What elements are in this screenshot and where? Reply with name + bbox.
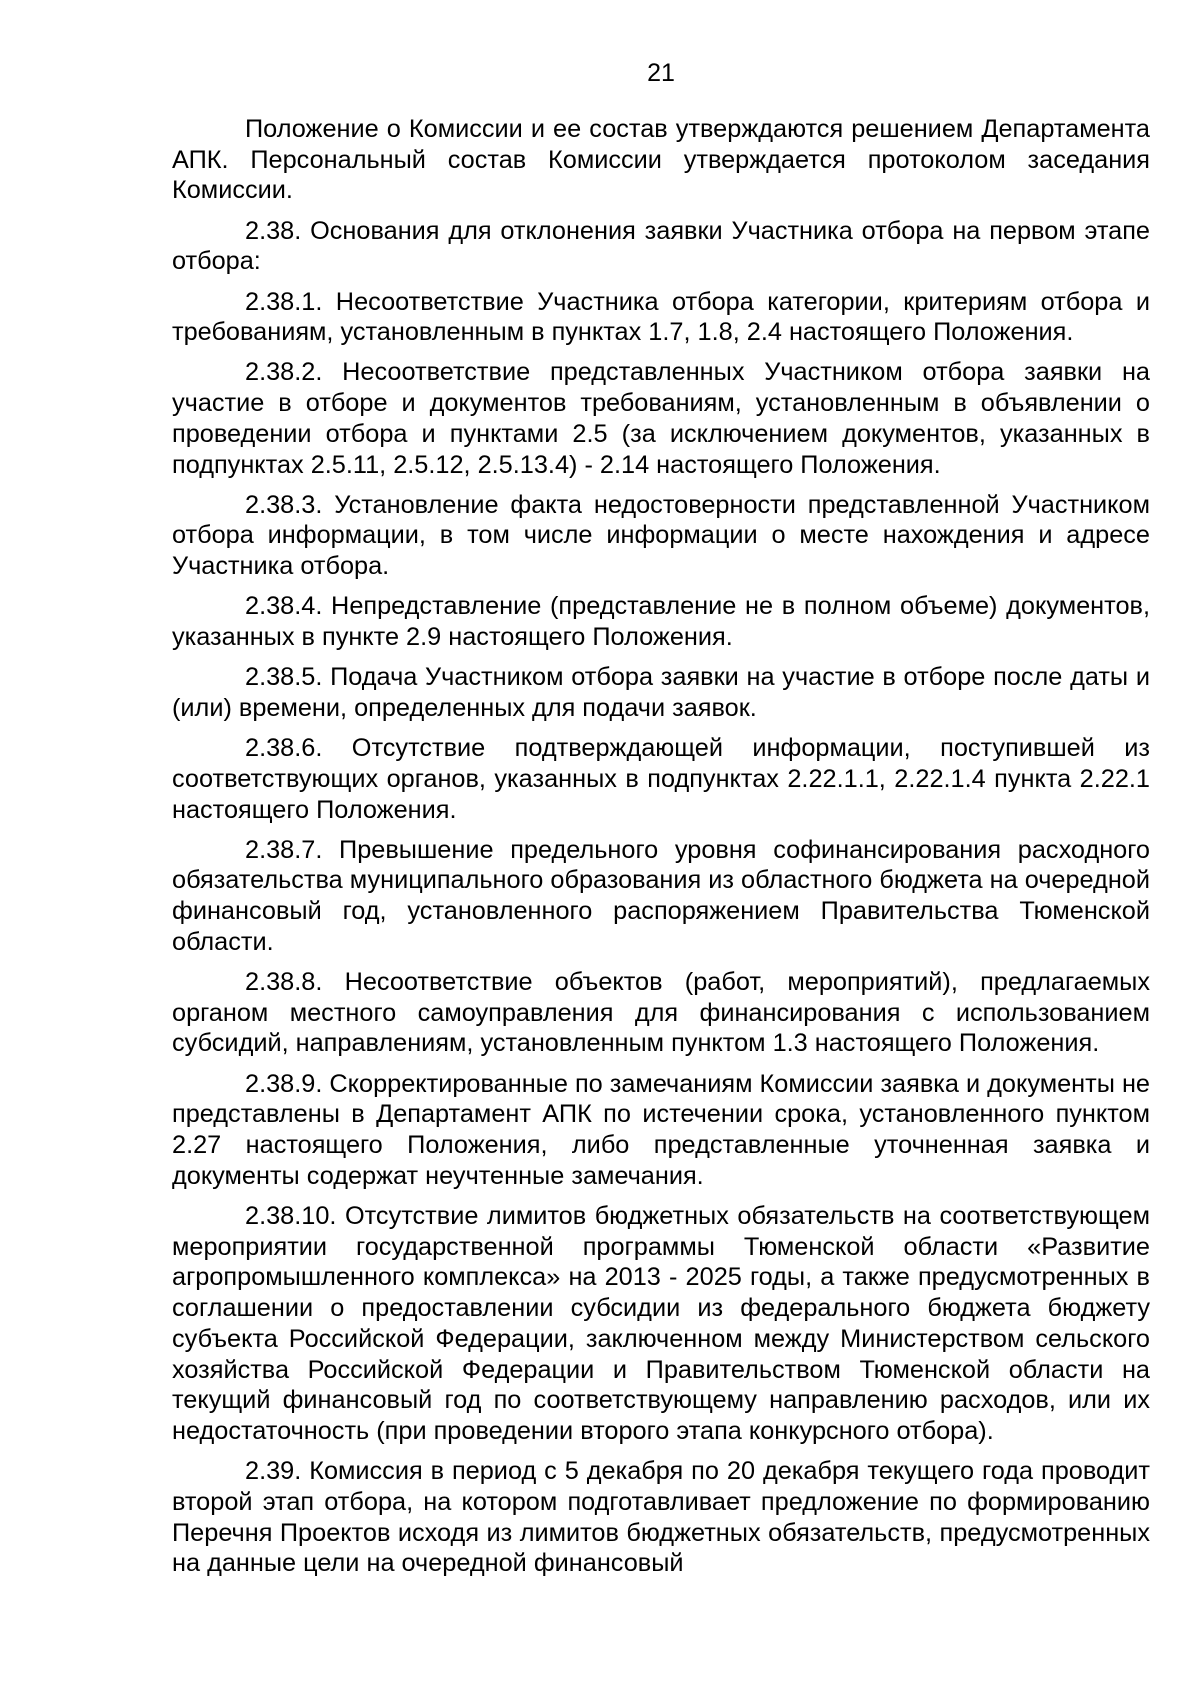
document-body	[172, 114, 1150, 1588]
paragraph-2-38-3: 2.38.3. Установление факта недостоверности представленной Участником отбора информации, в том числе информации о месте нахождения и адресе Участника отбора.	[172, 490, 1150, 581]
paragraph-2-38-8: 2.38.8. Несоответствие объектов (работ, мероприятий), предлагаемых органом местного самоуправления для финансирования с использованием субсидий, направлениям, установленным пунктом 1.3 настоящего Положения.	[172, 968, 1150, 1058]
paragraph-2-38-2: 2.38.2. Несоответствие представленных Участником отбора заявки на участие в отборе и документов требованиям, установленным в объявлении о проведении отбора и пунктами 2.5 (за исключением документов, указанных в подпунктах 2.5.11, 2.5.12, 2.5.13.4) - 2.14 настоящего Положения.	[172, 358, 1150, 479]
paragraph-2-38-5: 2.38.5. Подача Участником отбора заявки на участие в отборе после даты и (или) времени, определенных для подачи заявок.	[172, 663, 1150, 722]
paragraph-2-38-4: 2.38.4. Непредставление (представление не в полном объеме) документов, указанных в пункте 2.9 настоящего Положения.	[172, 592, 1150, 652]
paragraph-2-38: 2.38. Основания для отклонения заявки Участника отбора на первом этапе отбора:	[172, 216, 1150, 276]
paragraph-2-38-1: 2.38.1. Несоответствие Участника отбора категории, критериям отбора и требованиям, установленным в пунктах 1.7, 1.8, 2.4 настоящего Положения.	[172, 287, 1150, 347]
paragraph-2-38-9: 2.38.9. Скорректированные по замечаниям Комиссии заявка и документы не представлены в Департамент АПК по истечении срока, установленного пунктом 2.27 настоящего Положения, либо представленные уточненная заявка и документы содержат неучтенные замечания.	[172, 1069, 1150, 1190]
page-number: 21	[647, 59, 675, 87]
paragraph-2-38-6: 2.38.6. Отсутствие подтверждающей информации, поступившей из соответствующих органов, указанных в подпунктах 2.22.1.1, 2.22.1.4 пункта 2.22.1 настоящего Положения.	[172, 734, 1150, 824]
paragraph-commission-composition: Положение о Комиссии и ее состав утверждаются решением Департамента АПК. Персональный состав Комиссии утверждается протоколом заседания Комиссии.	[172, 115, 1150, 205]
paragraph-2-38-7: 2.38.7. Превышение предельного уровня софинансирования расходного обязательства муниципального образования из областного бюджета на очередной финансовый год, установленного распоряжением Правительства Тюменской области.	[172, 835, 1150, 956]
paragraph-2-39: 2.39. Комиссия в период с 5 декабря по 20 декабря текущего года проводит второй этап отбора, на котором подготавливает предложение по формированию Перечня Проектов исходя из лимитов бюджетных обязательств, предусмотренных на данные цели на очередной финансовый	[172, 1457, 1150, 1578]
paragraph-2-38-10: 2.38.10. Отсутствие лимитов бюджетных обязательств на соответствующем мероприятии государственной программы Тюменской области «Развитие агропромышленного комплекса» на 2013 - 2025 годы, а также предусмотренных в соглашении о предоставлении субсидии из федерального бюджета бюджету субъекта Российской Федерации, заключенном между Министерством сельского хозяйства Российской Федерации и Правительством Тюменской области на текущий финансовый год по соответствующему направлению расходов, или их недостаточность (при проведении второго этапа конкурсного отбора).	[172, 1202, 1150, 1445]
